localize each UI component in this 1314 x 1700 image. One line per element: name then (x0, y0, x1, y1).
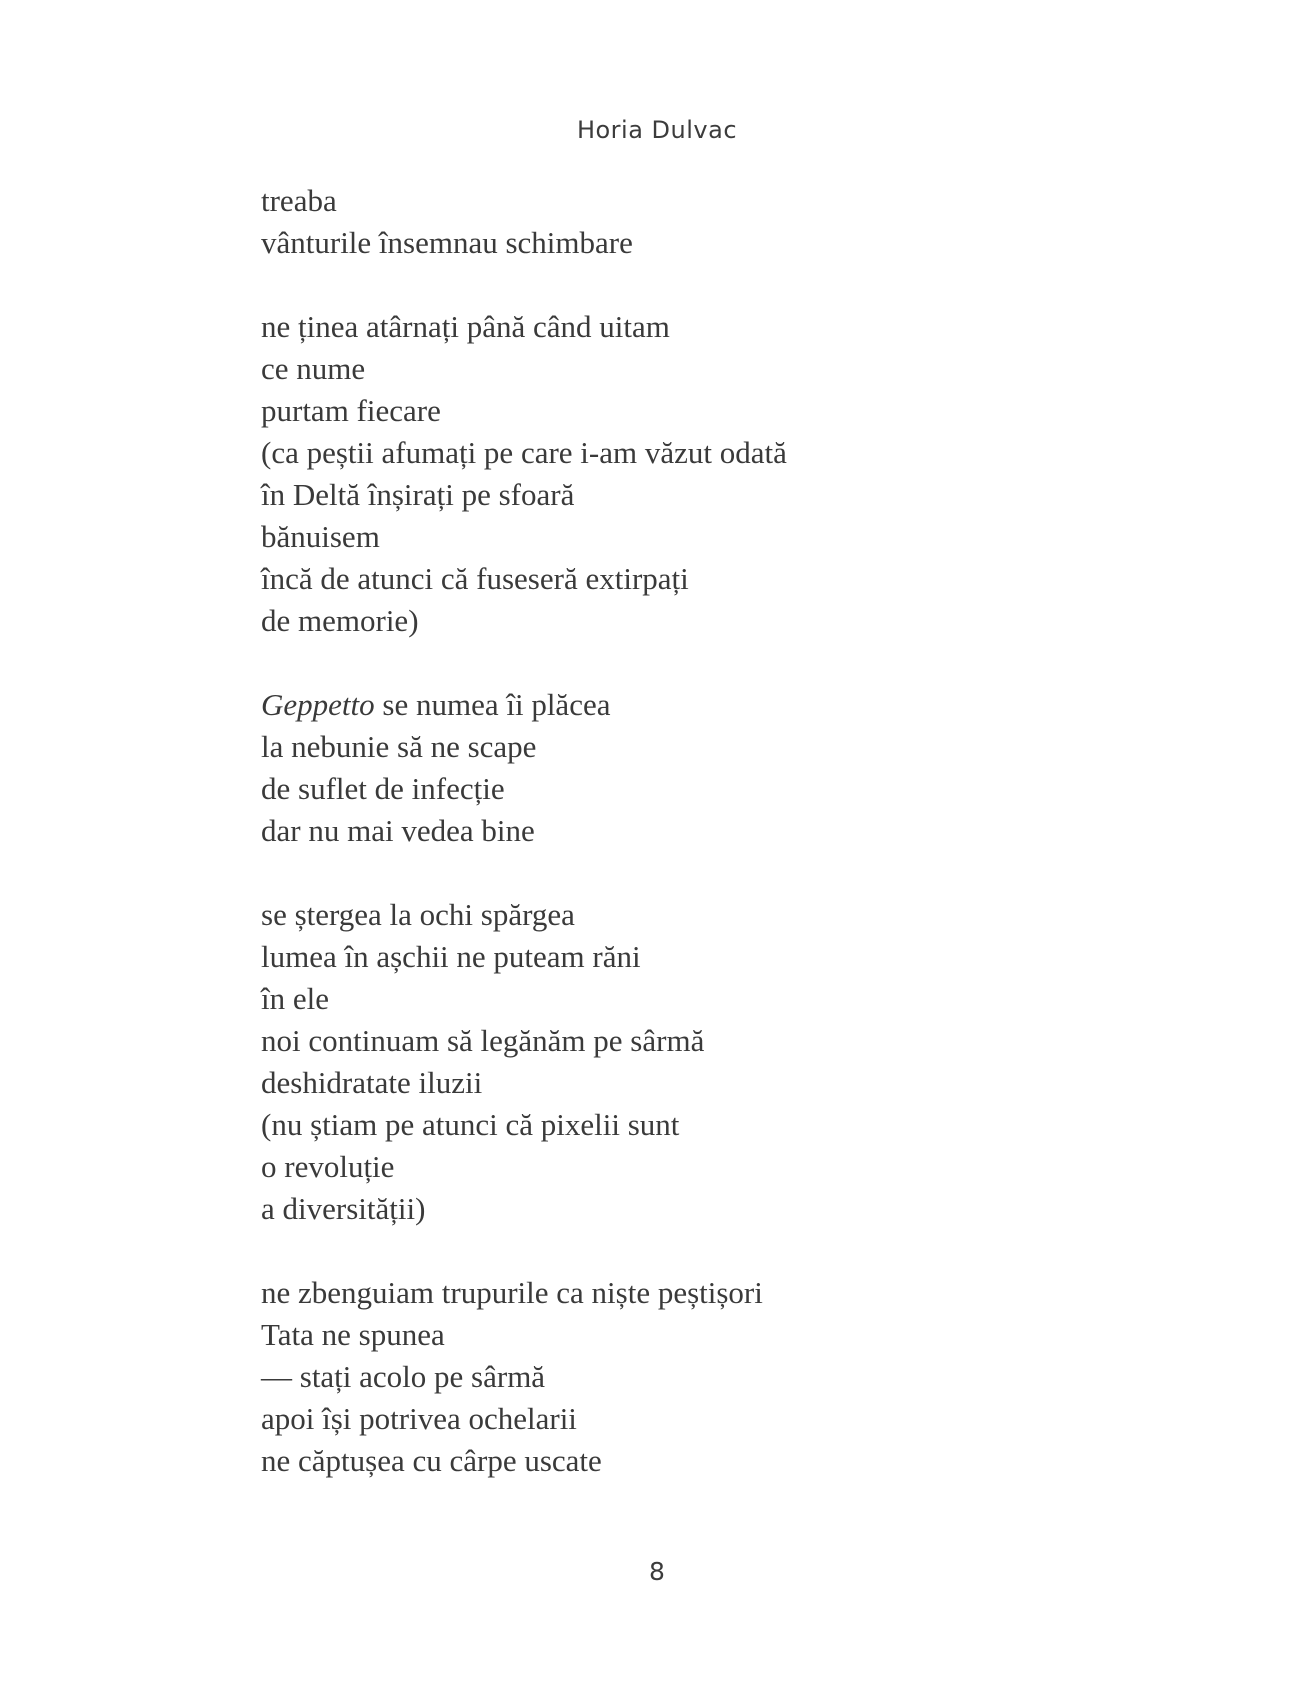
running-head-author: Horia Dulvac (576, 116, 738, 144)
poem-line: ne căptușea cu cârpe uscate (261, 1443, 602, 1478)
poem-line: se ștergea la ochi spărgea (261, 897, 575, 932)
poem-line: o revoluție (261, 1149, 395, 1184)
poem-line: Tata ne spunea (261, 1317, 445, 1352)
poem-line: vânturile însemnau schimbare (261, 225, 633, 260)
page-number: 8 (649, 1557, 665, 1586)
poem-line: la nebunie să ne scape (261, 729, 537, 764)
stanza-5 (261, 1272, 1161, 1482)
poem-line: de suflet de infecție (261, 771, 505, 806)
poem-line: lumea în așchii ne puteam răni (261, 939, 641, 974)
poem-line: purtam fiecare (261, 393, 441, 428)
poem-line: ne zbenguiam trupurile ca niște peștișori (261, 1275, 763, 1310)
poem-line: bănuisem (261, 519, 380, 554)
poem-line: (ca peștii afumați pe care i-am văzut odată (261, 435, 787, 470)
poem-line: noi continuam să legănăm pe sârmă (261, 1023, 705, 1058)
stanza-2 (261, 306, 1161, 642)
poem-line: ne ținea atârnați până când uitam (261, 309, 670, 344)
poem-line: treaba (261, 183, 337, 218)
poem-line: în Deltă înșirați pe sfoară (261, 477, 575, 512)
poem-body (261, 180, 1161, 1524)
stanza-1 (261, 180, 1161, 264)
italic-name: Geppetto (261, 687, 375, 722)
poem-line: deshidratate iluzii (261, 1065, 483, 1100)
poem-line: a diversității) (261, 1191, 426, 1226)
poem-line: (nu știam pe atunci că pixelii sunt (261, 1107, 680, 1142)
poem-line: dar nu mai vedea bine (261, 813, 535, 848)
poem-line-rest: se numea îi plăcea (374, 687, 611, 722)
stanza-3 (261, 684, 1161, 852)
poem-line: în ele (261, 981, 329, 1016)
poem-line (261, 684, 1161, 726)
poem-line: de memorie) (261, 603, 419, 638)
poem-line: ce nume (261, 351, 366, 386)
poem-line: apoi își potrivea ochelarii (261, 1401, 577, 1436)
poem-line: încă de atunci că fuseseră extirpați (261, 561, 689, 596)
stanza-4 (261, 894, 1161, 1230)
poem-line: — stați acolo pe sârmă (261, 1359, 546, 1394)
